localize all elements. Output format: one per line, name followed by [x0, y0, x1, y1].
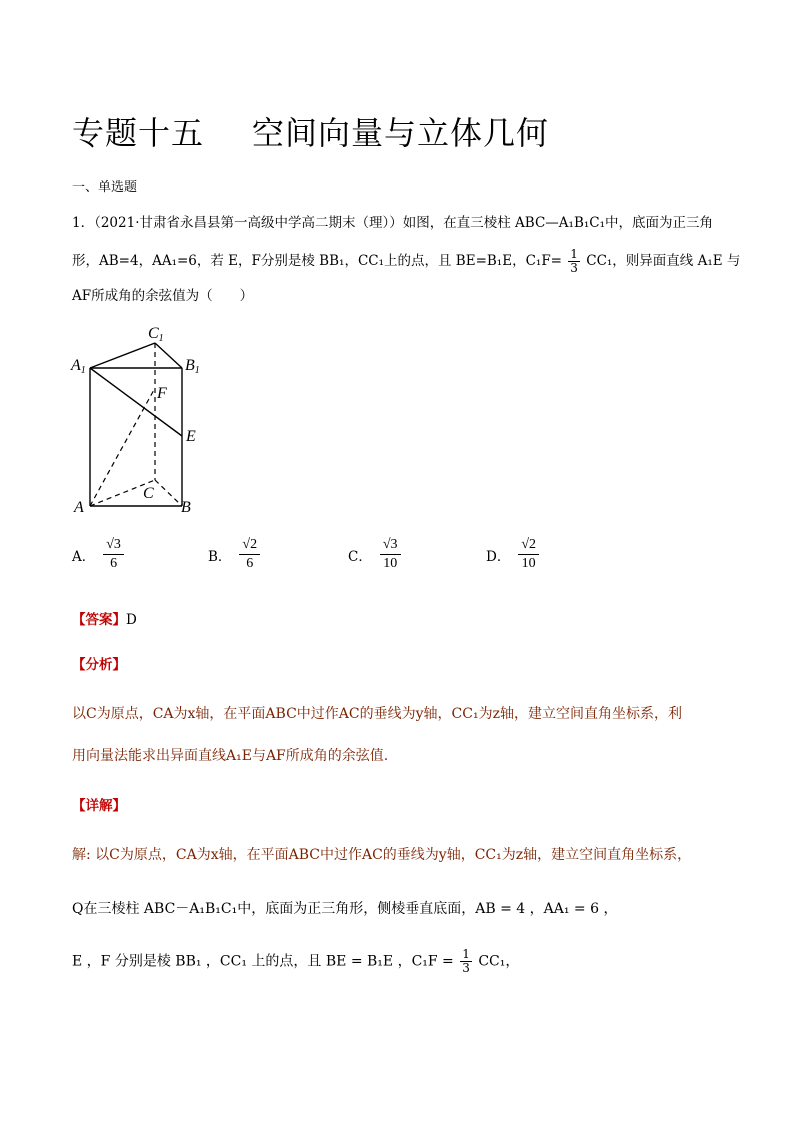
analysis-tag: 【分析】 [72, 657, 126, 673]
prism-figure [68, 318, 218, 518]
detail-fraction [460, 948, 472, 975]
question-line-2-a: 形，AB=4，AA₁=6，若 E，F分别是棱 BB₁，CC₁上的点，且 BE=B₁E，C₁F= [72, 253, 562, 269]
detail-fraction-denominator: 3 [462, 961, 470, 975]
option-b-value [239, 536, 260, 573]
label-b: B [181, 499, 191, 516]
page-title [72, 108, 549, 154]
option-a-den: 6 [110, 556, 118, 571]
detail-line-1: 解: 以C为原点，CA为x轴，在平面ABC中过作AC的垂线为y轴，CC₁为z轴，建立空间直角坐标系， [72, 847, 692, 863]
answer-line [72, 608, 137, 628]
label-a: A [74, 499, 84, 516]
analysis-line [72, 653, 126, 673]
option-d[interactable] [486, 536, 539, 573]
option-b-num: √2 [239, 536, 260, 555]
option-c-num: √3 [380, 536, 401, 555]
question-line-2-b: CC₁，则异面直线 A₁E 与 [586, 253, 741, 269]
title-part1: 专题十五 [72, 114, 205, 152]
option-b-label: B． [208, 548, 232, 565]
detail-line-3-a: E ，F 分别是棱 BB₁ ，CC₁ 上的点，且 BE = B₁E ，C₁F = [72, 953, 454, 970]
label-b1: B1 [185, 357, 200, 376]
title-part2: 空间向量与立体几何 [252, 114, 550, 152]
fraction-numerator: 1 [570, 247, 578, 261]
question-line-1: 1．（2021·甘肃省永昌县第一高级中学高二期末（理））如图，在直三棱柱 ABC—A₁B₁C₁中，底面为正三角 [72, 215, 714, 231]
detail-fraction-numerator: 1 [462, 947, 470, 961]
fraction-denominator: 3 [570, 261, 578, 275]
question-line-3: AF所成角的余弦值为（ ） [72, 288, 254, 304]
option-b[interactable] [208, 536, 260, 573]
detail-tag: 【详解】 [72, 798, 126, 814]
label-c: C [143, 485, 154, 502]
question-line-2 [72, 248, 740, 275]
label-c1: C1 [148, 325, 164, 344]
option-b-den: 6 [246, 556, 254, 571]
detail-line-3 [72, 948, 519, 975]
option-c-den: 10 [383, 556, 398, 571]
option-a-value [103, 536, 124, 573]
detail-line [72, 794, 126, 814]
option-d-num: √2 [518, 536, 539, 555]
option-d-label: D． [486, 548, 511, 565]
label-a1: A1 [71, 357, 86, 376]
label-e: E [186, 428, 196, 445]
edge-a1-c1 [90, 343, 155, 368]
option-a[interactable] [72, 536, 124, 573]
option-d-value [518, 536, 539, 573]
detail-line-2: Q在三棱柱 ABC－A₁B₁C₁中，底面为正三角形，侧棱垂直底面，AB = 4 ，AA₁ = 6 ， [72, 901, 618, 917]
section-heading: 一、单选题 [72, 180, 138, 195]
analysis-line-2: 用向量法能求出异面直线A₁E与AF所成角的余弦值. [72, 748, 389, 764]
answer-tag: 【答案】 [72, 612, 126, 628]
detail-line-3-b: CC₁， [478, 953, 520, 970]
segment-a1-e [90, 368, 182, 436]
analysis-line-1: 以C为原点，CA为x轴，在平面ABC中过作AC的垂线为y轴，CC₁为z轴，建立空间直角坐标系，利 [72, 706, 682, 722]
option-a-num: √3 [103, 536, 124, 555]
option-a-label: A． [72, 548, 96, 565]
option-d-den: 10 [521, 556, 536, 571]
option-c-value [380, 536, 401, 573]
edge-c-b-hidden [155, 480, 182, 506]
answer-value: D [126, 612, 137, 628]
edge-c1-b1 [155, 343, 182, 368]
option-c-label: C． [348, 548, 372, 565]
question-fraction [568, 248, 580, 275]
label-f: F [157, 385, 167, 402]
option-c[interactable] [348, 536, 401, 573]
